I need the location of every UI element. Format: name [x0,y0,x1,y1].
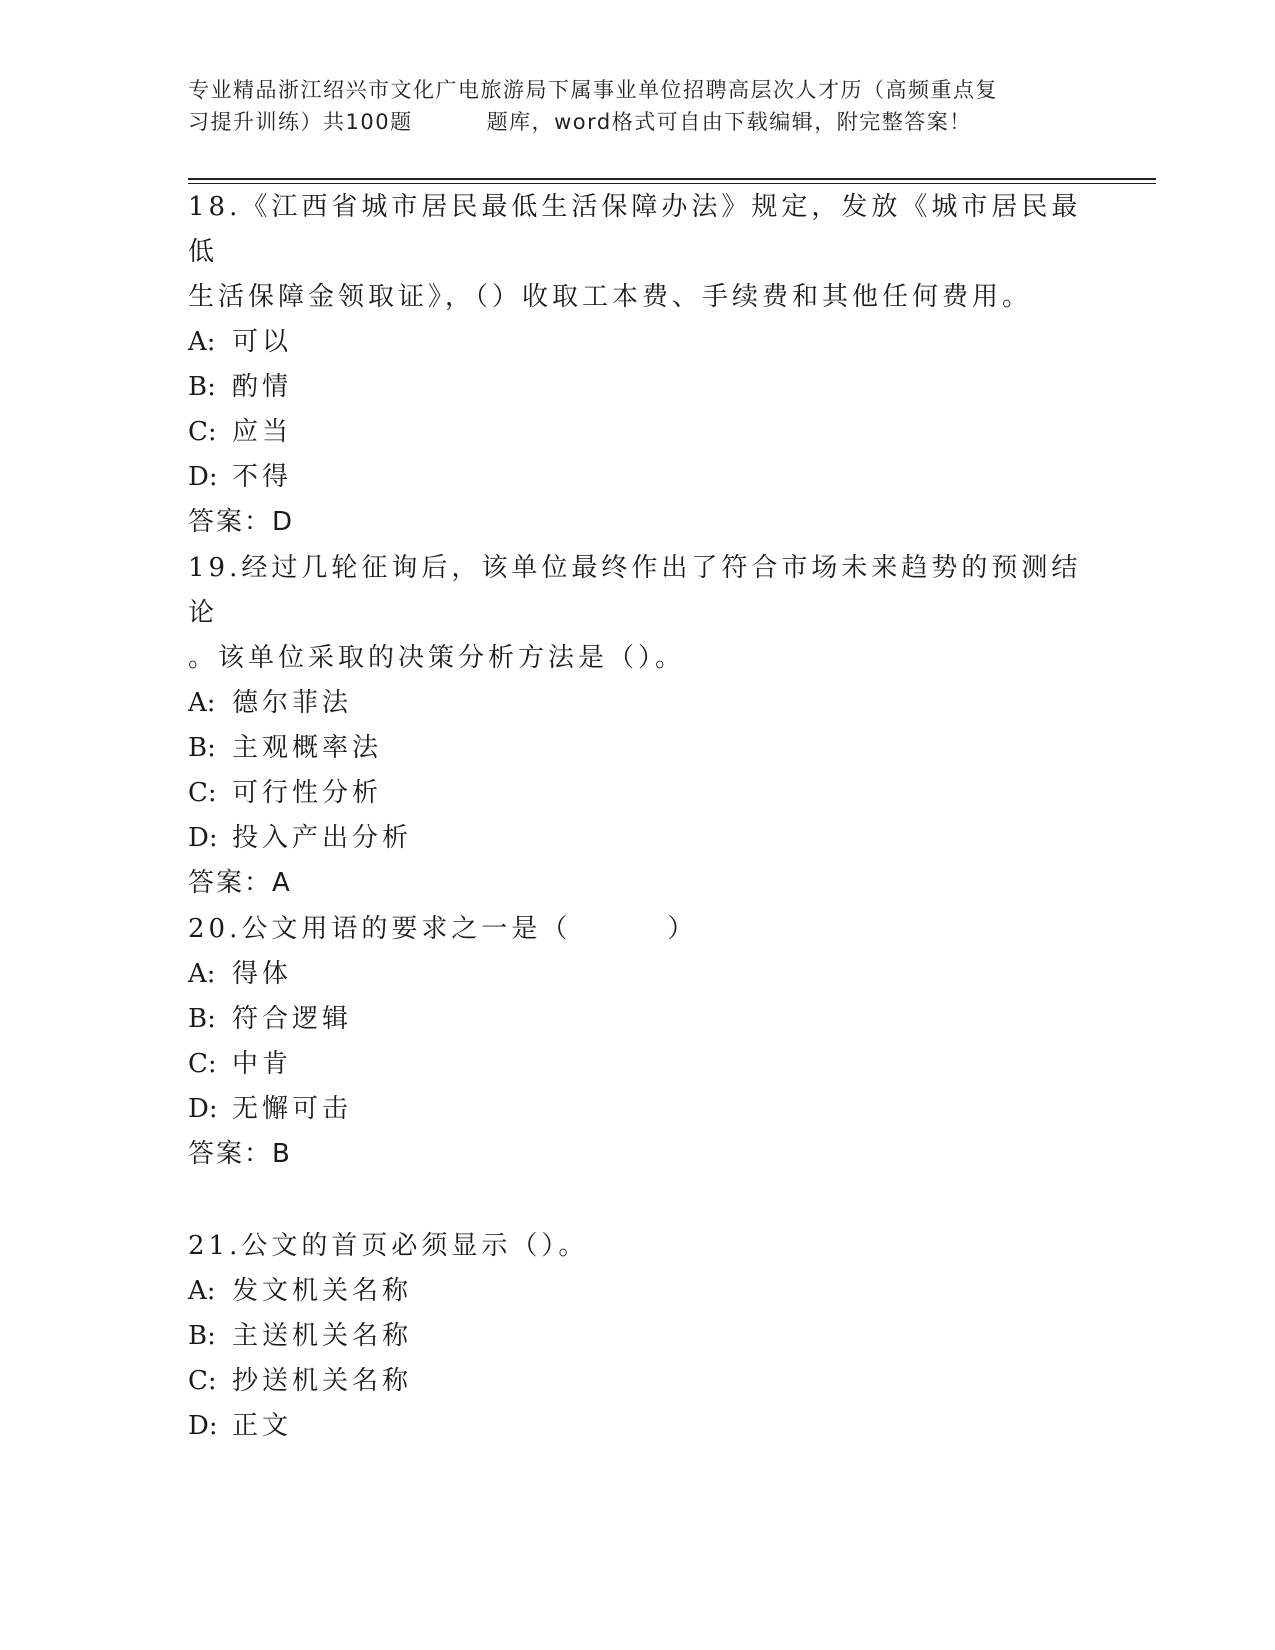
question-stem-line-1: 18.《江西省城市居民最低生活保障办法》规定，发放《城市居民最低 [188,192,1082,267]
option-letter: C: [188,1049,217,1079]
header-divider-thin [188,183,1156,184]
option-text: 主观概率法 [232,733,383,763]
document-header [188,74,1088,138]
header-line-1: 专业精品浙江绍兴市文化广电旅游局下属事业单位招聘高层次人才历（高频重点复 [188,78,998,102]
option-letter: C: [188,417,217,447]
option-letter: A: [188,1276,216,1306]
option-b [188,1314,1088,1359]
answer-text: 答案：A [188,868,292,898]
option-c [188,1042,1088,1087]
option-letter: B: [188,733,216,763]
question-stem [188,185,1088,320]
option-c [188,410,1088,455]
question-18 [188,185,1088,545]
option-letter: A: [188,327,216,357]
option-a [188,320,1088,365]
option-b [188,997,1088,1042]
option-b [188,726,1088,771]
option-text: 得体 [232,959,293,989]
option-letter: A: [188,688,216,718]
option-d [188,455,1088,500]
option-d [188,1404,1088,1449]
question-stem [188,907,1088,952]
option-c [188,1359,1088,1404]
option-letter: D: [188,1094,218,1124]
option-text: 主送机关名称 [232,1321,413,1351]
header-line-2 [188,106,1088,138]
option-text: 可行性分析 [232,778,383,808]
option-a [188,952,1088,997]
option-text: 德尔菲法 [232,688,353,718]
question-stem-part-1: 20.公文用语的要求之一是（ [188,914,572,944]
question-stem-line-1: 21.公文的首页必须显示（）。 [188,1231,589,1261]
option-text: 发文机关名称 [232,1276,413,1306]
option-text: 酌情 [232,372,293,402]
option-text: 无懈可击 [232,1094,353,1124]
option-text: 抄送机关名称 [232,1366,413,1396]
option-c [188,771,1088,816]
option-text: 符合逻辑 [232,1004,353,1034]
question-stem-line-1 [188,907,1088,952]
question-21 [188,1224,1088,1449]
answer-text: 答案：B [188,1139,292,1169]
question-19 [188,546,1088,906]
option-d [188,1087,1088,1132]
option-letter: D: [188,1411,218,1441]
header-divider-thick [188,178,1156,180]
question-stem-line-1: 19.经过几轮征询后，该单位最终作出了符合市场未来趋势的预测结论 [188,553,1082,628]
question-stem [188,546,1088,681]
option-text: 不得 [232,462,293,492]
question-stem-part-2: ） [667,914,698,944]
option-text: 投入产出分析 [232,823,413,853]
question-20 [188,907,1088,1177]
header-line-2a: 习提升训练）共100题 [188,110,413,134]
option-letter: C: [188,778,217,808]
option-letter: B: [188,1321,216,1351]
question-stem [188,1224,1088,1269]
option-text: 应当 [232,417,293,447]
option-text: 中肯 [232,1049,293,1079]
option-letter: B: [188,372,216,402]
option-text: 可以 [232,327,293,357]
option-a [188,681,1088,726]
answer-text: 答案：D [188,507,295,537]
question-stem-line-2: 。该单位采取的决策分析方法是（）。 [188,643,686,673]
option-letter: B: [188,1004,216,1034]
header-line-2b: 题库，word格式可自由下载编辑，附完整答案！ [486,110,972,134]
question-stem-line-2: 生活保障金领取证》，（）收取工本费、手续费和其他任何费用。 [188,282,1033,312]
option-letter: A: [188,959,216,989]
option-letter: C: [188,1366,217,1396]
option-a [188,1269,1088,1314]
option-letter: D: [188,823,218,853]
option-text: 正文 [232,1411,293,1441]
option-letter: D: [188,462,218,492]
option-d [188,816,1088,861]
option-b [188,365,1088,410]
